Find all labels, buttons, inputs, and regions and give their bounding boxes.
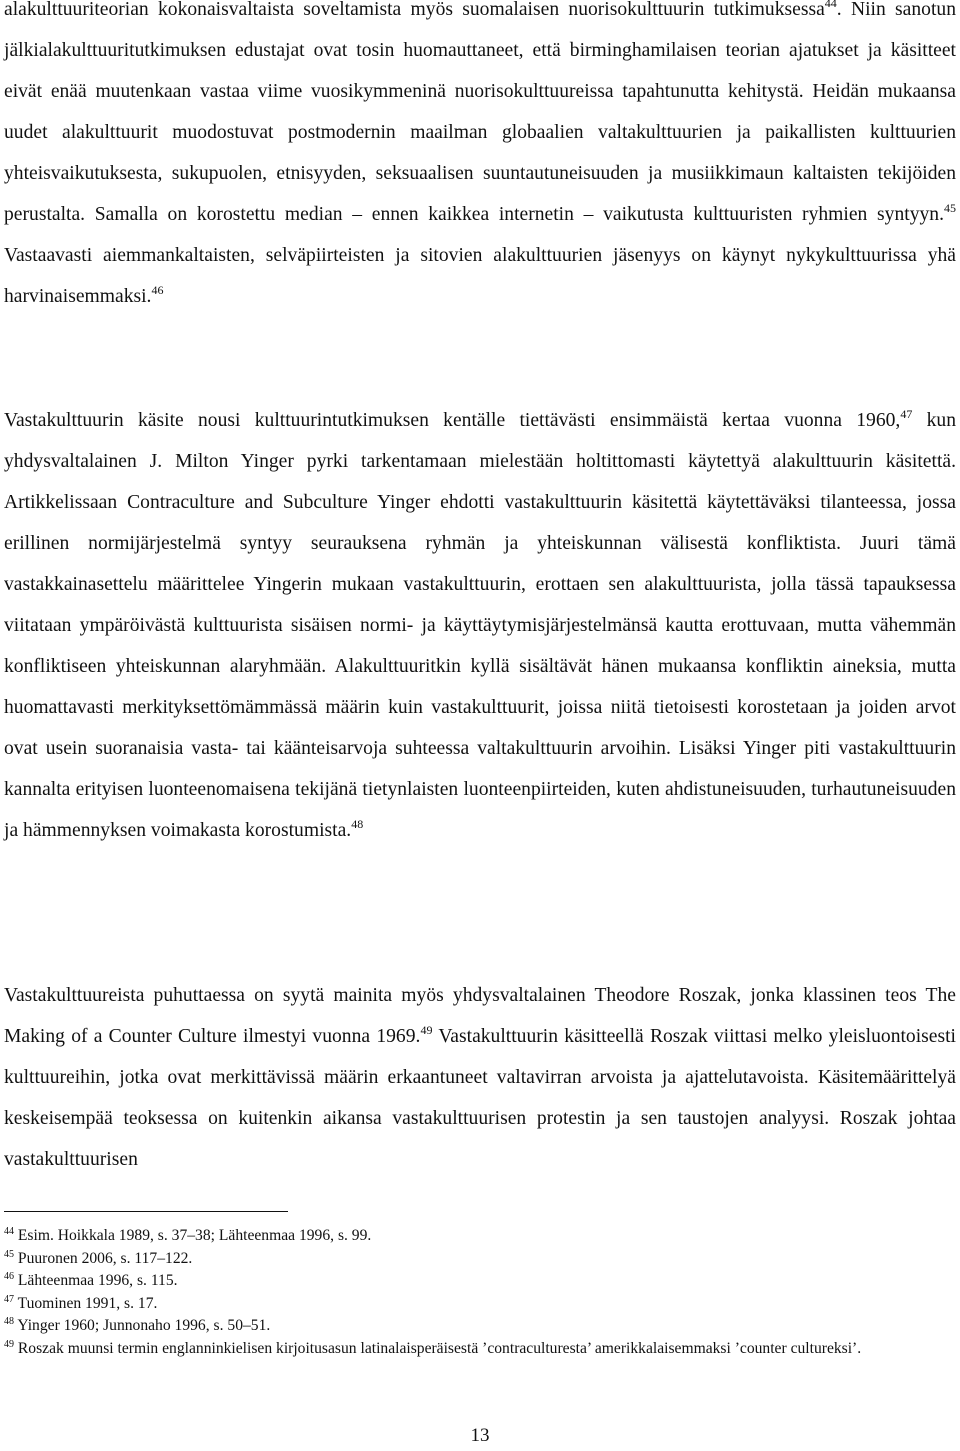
footnote-ref-49: 49 <box>420 1023 433 1037</box>
footnote-ref-45: 45 <box>944 201 956 215</box>
footnote-ref-48: 48 <box>351 817 364 831</box>
paragraph-1 <box>4 0 956 317</box>
footnote-ref-46: 46 <box>151 283 164 297</box>
footnote-item <box>4 1338 956 1361</box>
footnote-text: Roszak muunsi termin englanninkielisen kirjoitusasun latinalaisperäisestä ’contraculturesta’ amerikkalaisemmaksi ’counter cultureksi’. <box>14 1339 862 1357</box>
footnote-item <box>4 1315 956 1338</box>
footnote-number: 48 <box>4 1316 14 1328</box>
footnote-number: 46 <box>4 1271 14 1283</box>
footnote-separator <box>4 1211 288 1212</box>
footnote-text: Tuominen 1991, s. 17. <box>14 1294 158 1312</box>
paragraph-2 <box>4 400 956 851</box>
footnote-ref-44: 44 <box>824 0 837 10</box>
footnote-number: 45 <box>4 1248 14 1260</box>
footnote-list <box>4 1225 956 1361</box>
paragraph-2-text-b: kun yhdysvaltalainen J. Milton Yinger pyrki tarkentamaan mielestään holtittomasti käytettyä alakulttuurin käsitettä. Artikkelissaan Contraculture and Subculture Yinger ehdotti vastakulttuurin käsitettä käytettäväksi tilanteessa, jossa erillinen normijärjestelmä syntyy seurauksena ryhmän ja yhteiskunnan välisestä konfliktista. Juuri tämä vastakkainasettelu määrittelee Yingerin mukaan vastakulttuurin, erottaen sen alakulttuurista, jolla tässä tapauksessa viitataan ympäröivästä kulttuurista sisäisen normi- ja käyttäytymisjärjestelmänsä kautta erottuvaan, mutta vähemmän konfliktiseen yhteiskunnan alaryhmään. Alakulttuuritkin kyllä sisältävät hänen mukaansa konfliktin aineksia, mutta huomattavasti merkityksettömämmässä määrin kuin vastakulttuurit, joissa niitä tietoisesti korostetaan ja joiden arvot ovat usein suoranaisia vasta- tai käänteisarvoja suhteessa valtakulttuurin arvoihin. Lisäksi Yinger piti vastakulttuurin kannalta erityisen luonteenomaisena tekijänä tietynlaisten luonteenpiirteiden, kuten ahdistuneisuuden, turhautuneisuuden ja hämmennyksen voimakasta korostumista. <box>4 410 956 841</box>
paragraph-1-text-c: Vastaavasti aiemmankaltaisten, selväpiirteisten ja sitovien alakulttuurien jäsenyys on käynyt nykykulttuurissa yhä harvinaisemmaksi. <box>4 245 956 307</box>
paragraph-3 <box>4 975 956 1180</box>
paragraph-1-text-a: alakulttuuriteorian kokonaisvaltaista soveltamista myös suomalaisen nuorisokulttuurin tutkimuksessa <box>4 0 825 20</box>
page-number: 13 <box>470 1425 490 1446</box>
paragraph-2-text-a: Vastakulttuurin käsite nousi kulttuurintutkimuksen kentälle tiettävästi ensimmäistä kertaa vuonna 1960, <box>4 410 901 431</box>
footnote-number: 44 <box>4 1226 14 1237</box>
footnote-item <box>4 1225 956 1248</box>
footnote-number: 47 <box>4 1293 14 1305</box>
paragraph-3-text-a: Vastakulttuureista puhuttaessa on syytä mainita myös yhdysvaltalainen Theodore Roszak, jonka klassinen teos The Making of a Counter Culture ilmestyi vuonna 1969. <box>4 985 956 1047</box>
footnote-item <box>4 1293 956 1316</box>
footnote-text: Yinger 1960; Junnonaho 1996, s. 50–51. <box>14 1317 271 1335</box>
footnote-text: Lähteenmaa 1996, s. 115. <box>14 1272 178 1290</box>
footnote-text: Esim. Hoikkala 1989, s. 37–38; Lähteenmaa 1996, s. 99. <box>14 1227 372 1244</box>
footnote-ref-47: 47 <box>900 407 913 421</box>
paragraph-1-text-b: . Niin sanotun jälkialakulttuuritutkimuksen edustajat ovat tosin huomauttaneet, että birminghamilaisen teorian ajatukset ja käsitteet eivät enää muutenkaan vastaa viime vuosikymmeninä nuorisokulttuureissa tapahtunutta kehitystä. Heidän mukaansa uudet alakulttuurit muodostuvat postmodernin maailman globaalien valtakulttuurien ja paikallisten kulttuurien yhteisvaikutuksesta, sukupuolen, etnisyyden, seksuaalisen suuntautuneisuuden ja musiikkimaun kaltaisten tekijöiden perustalta. Samalla on korostettu median – ennen kaikkea internetin – vaikutusta kulttuuristen ryhmien syntyyn. <box>4 0 956 225</box>
footnote-item <box>4 1270 956 1293</box>
footnote-text: Puuronen 2006, s. 117–122. <box>14 1249 193 1267</box>
paragraph-3-text-b: Vastakulttuurin käsitteellä Roszak viittasi melko yleisluontoisesti kulttuureihin, jotka ovat merkittävissä määrin erkaantuneet valtavirran arvoista ja ajattelutavoista. Käsitemäärittelyä keskeisempää teoksessa on kuitenkin aikansa vastakulttuurisen protestin ja sen taustojen analyysi. Roszak johtaa vastakulttuurisen <box>4 1026 957 1170</box>
footnote-number: 49 <box>4 1338 14 1350</box>
footnote-item <box>4 1248 956 1271</box>
